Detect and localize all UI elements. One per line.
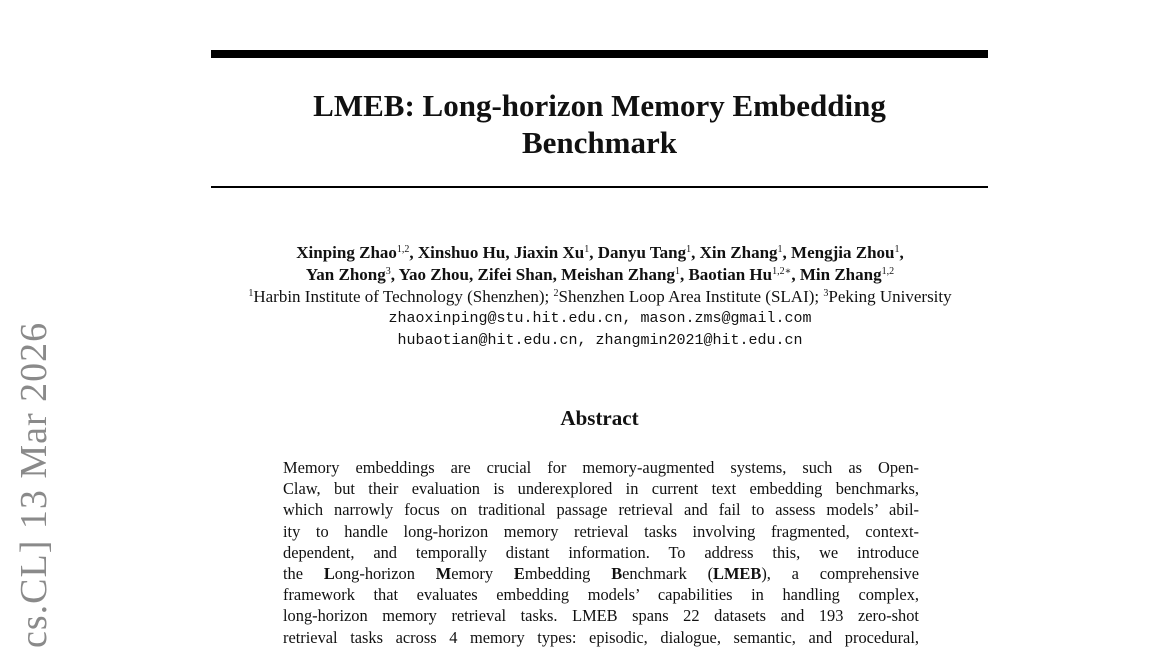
abstract-line: which narrowly focus on traditional passage retrieval and fail to assess models’ abil- [283,500,919,520]
author-affiliation-mark: 1 [584,244,590,255]
abstract-bold-text: LMEB [713,563,762,583]
author-separator: , [782,243,792,262]
author-name: Xin Zhang [699,243,778,262]
abstract-text: emory [451,563,514,583]
author-block [160,242,1040,352]
arxiv-stamp [12,322,56,648]
title-line-2: Benchmark [522,125,677,160]
abstract-line [283,563,919,584]
author-separator: , [679,265,689,284]
affiliation-text: Shenzhen Loop Area Institute (SLAI); [558,287,824,306]
author-separator: , [505,243,514,262]
abstract-line: retrieval tasks across 4 memory types: episodic, dialogue, semantic, and procedural, [283,627,919,647]
author-name: Xinshuo Hu [417,243,506,262]
author-separator: , [552,265,562,284]
author-affiliation-mark: 1,2 [881,266,895,277]
title-bottom-rule [211,186,988,188]
author-name: Yan Zhong [305,265,386,284]
abstract-text: ), a comprehensive [761,563,919,583]
arxiv-stamp-text: cs.CL] 13 Mar 2026 [13,321,55,648]
title-line-1: LMEB: Long-horizon Memory Embedding [313,88,886,123]
email-line-2: hubaotian@hit.edu.cn, zhangmin2021@hit.edu.cn [397,332,803,349]
abstract-line: Claw, but their evaluation is underexplored in current text embedding benchmarks, [283,479,919,499]
abstract-line: long-horizon memory retrieval tasks. LMEB spans 22 datasets and 193 zero-shot [283,606,919,626]
author-name: Xinping Zhao [296,243,397,262]
abstract-text: ong-horizon [334,563,436,583]
author-separator: , [791,265,800,284]
author-separator: , [691,243,700,262]
abstract-text: the [283,563,324,583]
authors-line-2 [160,264,1040,286]
abstract-bold-text: E [513,563,525,583]
author-separator: , [390,265,399,284]
author-name: Baotian Hu [688,265,773,284]
author-name: Mengjia Zhou [791,243,895,262]
abstract-line: dependent, and temporally distant information. To address this, we introduce [283,542,919,562]
abstract-text: enchmark ( [622,563,714,583]
author-name: Meishan Zhang [561,265,675,284]
abstract-heading: Abstract [560,406,639,430]
author-affiliation-mark: 1,2 [396,244,410,255]
paper-title [211,87,988,161]
affiliation-text: Peking University [828,287,952,306]
author-name: Zifei Shan [477,265,553,284]
abstract-bold-text: B [611,563,623,583]
email-line-1: zhaoxinping@stu.hit.edu.cn, mason.zms@gmail.com [388,310,812,327]
affiliation-mark: 3 [823,288,829,299]
author-affiliation-mark: 1 [894,244,900,255]
author-affiliation-mark: 1 [674,266,680,277]
author-affiliation-mark: 1 [777,244,783,255]
affiliation-mark: 2 [553,288,559,299]
abstract-body [283,457,919,648]
affiliations [160,286,1040,308]
author-affiliation-mark: 1,2∗ [772,266,792,277]
affiliation-text: Harbin Institute of Technology (Shenzhen); [253,287,554,306]
title-top-rule [211,50,988,58]
author-name: Danyu Tang [597,243,687,262]
abstract-text: mbedding [524,563,612,583]
abstract-line: framework that evaluates embedding models’ capabilities in handling complex, [283,585,919,605]
author-name: Jiaxin Xu [513,243,585,262]
author-separator: , [409,243,418,262]
author-name: Yao Zhou [398,265,470,284]
abstract-line: ity to handle long-horizon memory retrieval tasks involving fragmented, context- [283,521,919,541]
author-separator: , [469,265,478,284]
author-affiliation-mark: 3 [385,266,391,277]
abstract-bold-text: L [323,563,335,583]
abstract-bold-text: M [435,563,452,583]
author-name: Min Zhang [799,265,882,284]
author-affiliation-mark: 1 [686,244,692,255]
affiliation-mark: 1 [248,288,254,299]
abstract-line: Memory embeddings are crucial for memory-augmented systems, such as Open- [283,458,919,477]
authors-line-1 [160,242,1040,264]
author-separator: , [589,243,598,262]
author-separator: , [899,243,904,262]
